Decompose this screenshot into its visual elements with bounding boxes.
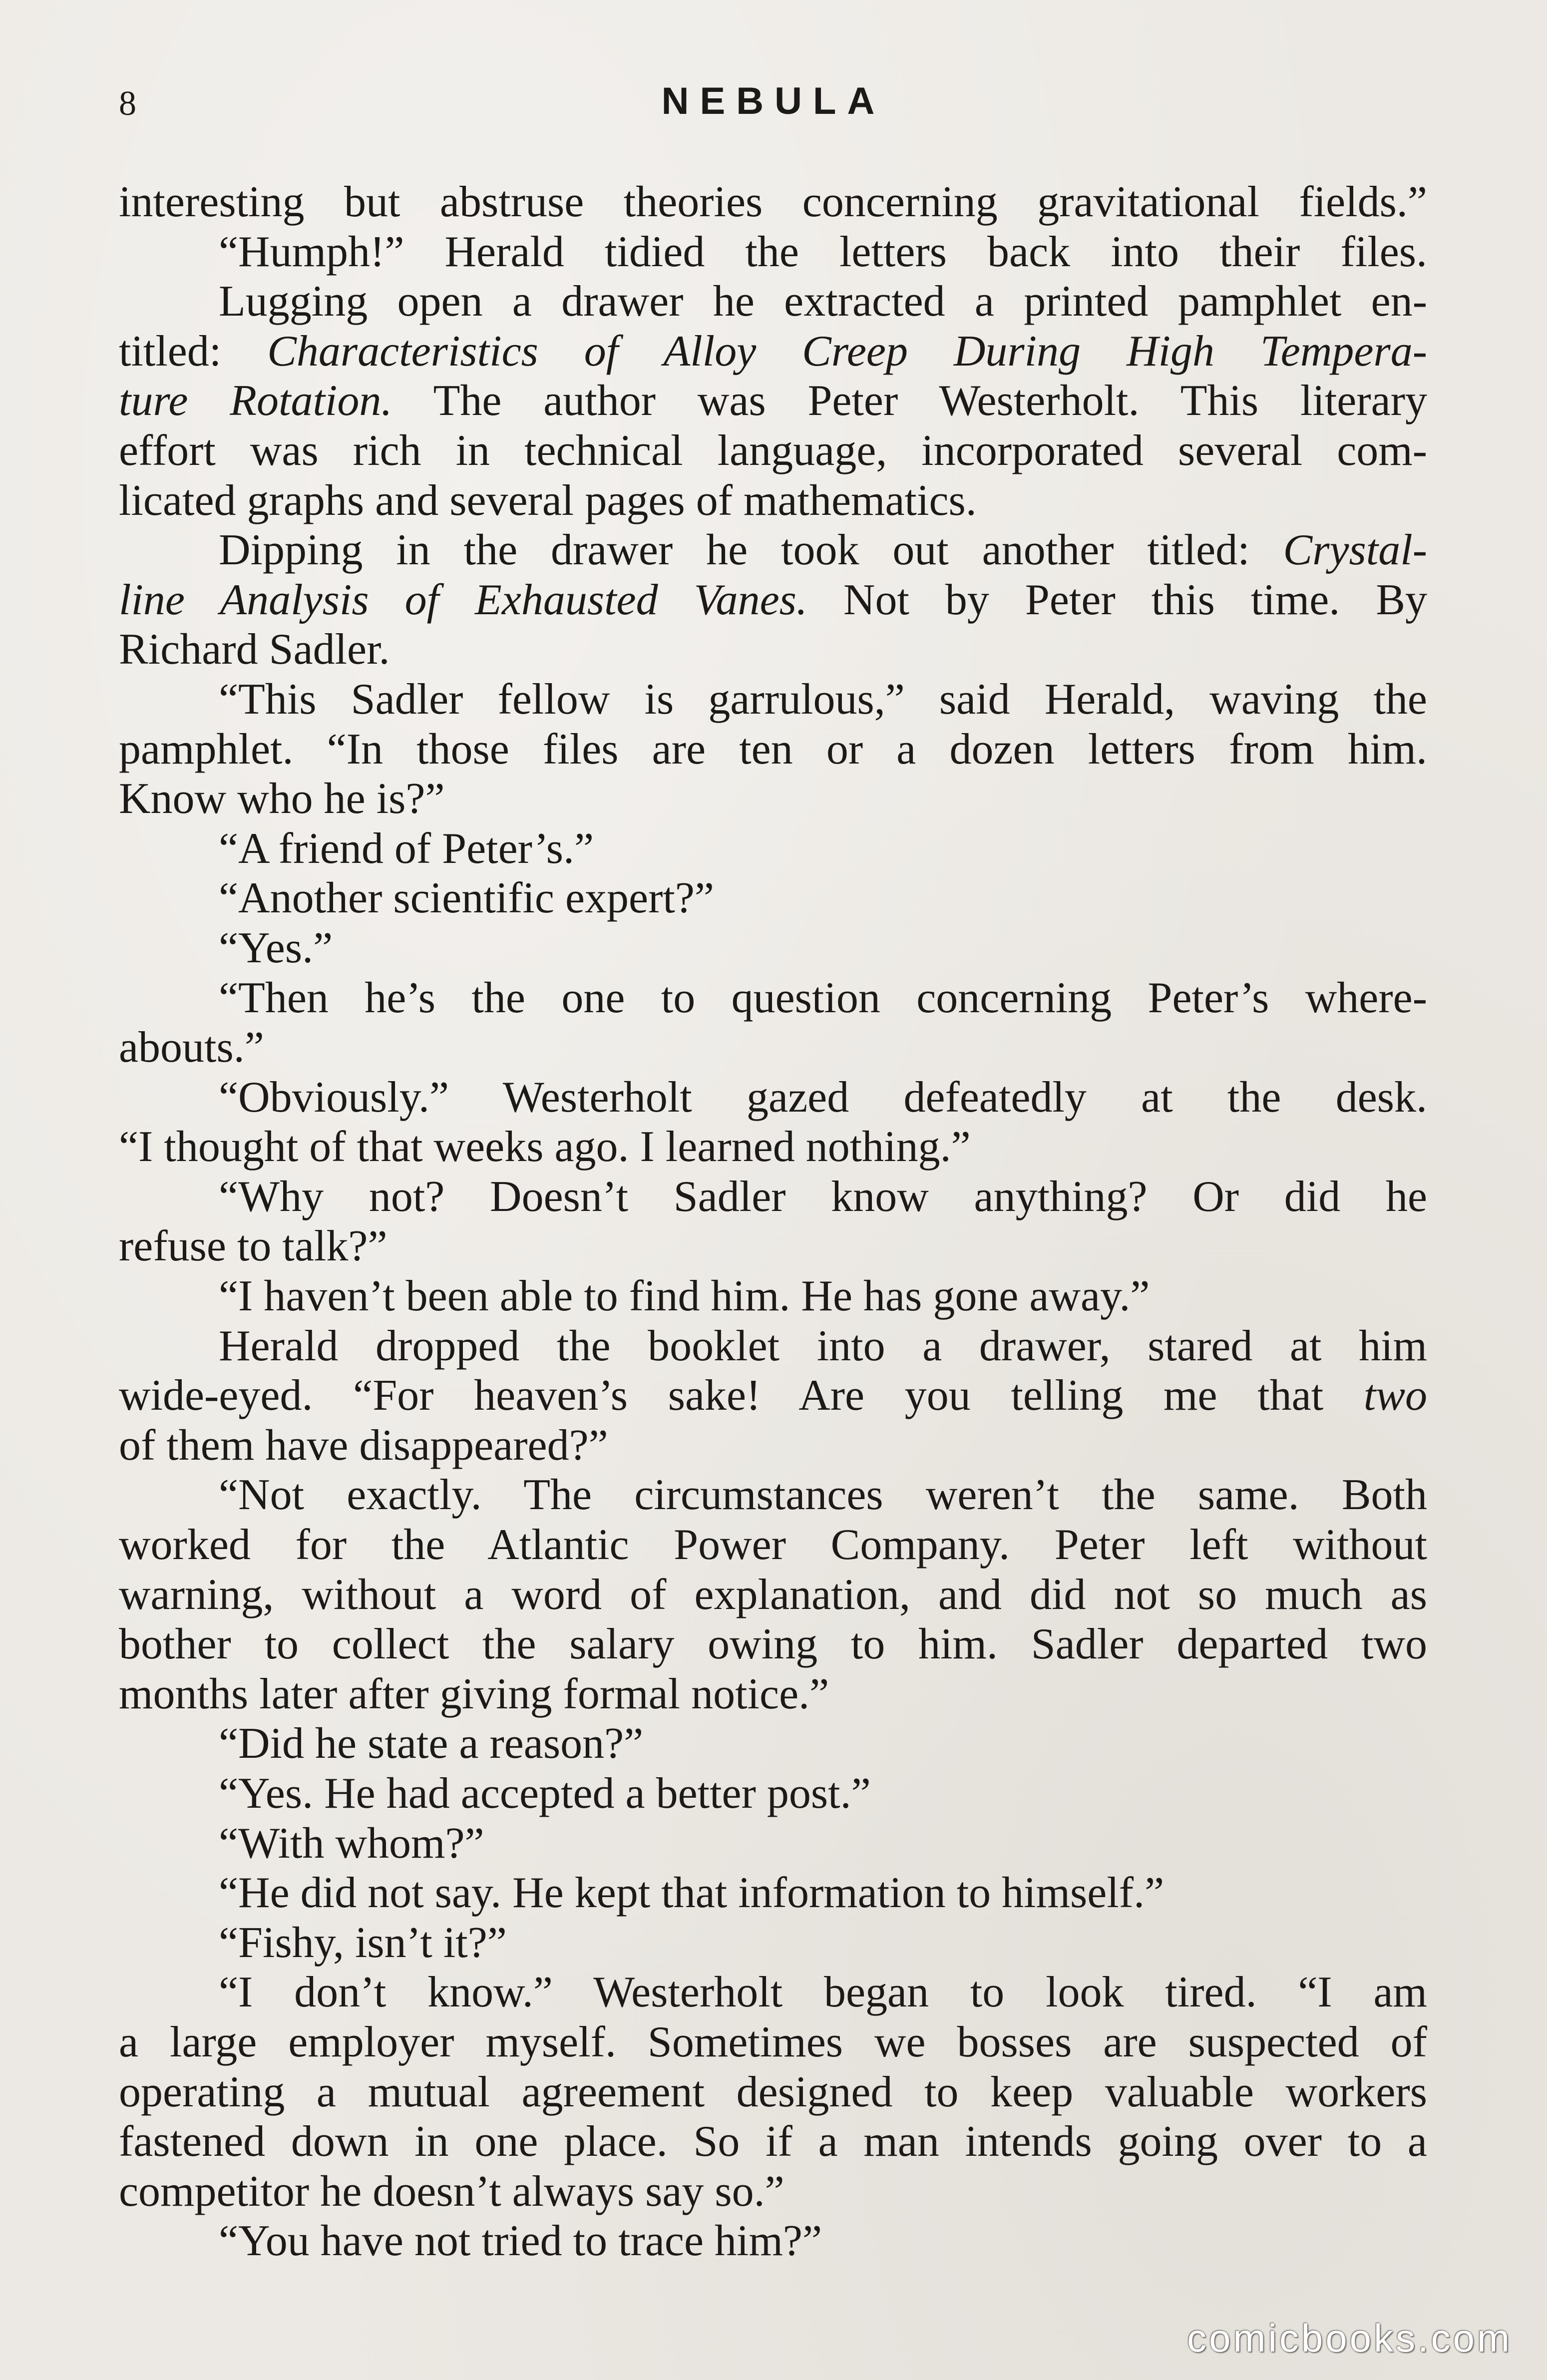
text-line: titled: Characteristics of Alloy Creep During High Tempera- — [119, 327, 1427, 376]
watermark-logo: comicbooks.com — [1187, 2316, 1512, 2360]
text-line: “I thought of that weeks ago. I learned nothing.” — [119, 1123, 971, 1172]
text-line: “He did not say. He kept that information to himself.” — [219, 1869, 1164, 1918]
text-line: bother to collect the salary owing to him. Sadler departed two — [119, 1620, 1427, 1669]
text-line: “Then he’s the one to question concerning Peter’s where- — [219, 973, 1427, 1022]
text-line: months later after giving formal notice.” — [119, 1669, 829, 1718]
page-number: 8 — [119, 84, 136, 123]
text-line: Dipping in the drawer he took out another titled: Crystal- — [219, 526, 1427, 575]
text-line: “Not exactly. The circumstances weren’t the same. Both — [219, 1471, 1427, 1520]
text-line: “Humph!” Herald tidied the letters back into their files. — [219, 227, 1427, 276]
text-line: warning, without a word of explanation, and did not so much as — [119, 1570, 1427, 1619]
text-line: Know who he is?” — [119, 775, 445, 823]
text-line: “This Sadler fellow is garrulous,” said Herald, waving the — [219, 675, 1427, 724]
text-line: “Obviously.” Westerholt gazed defeatedly at the desk. — [219, 1073, 1427, 1122]
text-line: “I haven’t been able to find him. He has gone away.” — [219, 1272, 1150, 1321]
text-line: abouts.” — [119, 1023, 264, 1072]
text-line: interesting but abstruse theories concerning gravitational fields.” — [119, 178, 1427, 226]
text-line: “Why not? Doesn’t Sadler know anything? Or did he — [219, 1172, 1427, 1221]
text-line: Lugging open a drawer he extracted a printed pamphlet en- — [219, 277, 1427, 326]
text-line: effort was rich in technical language, incorporated several com- — [119, 426, 1427, 475]
page-header — [0, 75, 1547, 130]
text-line: line Analysis of Exhausted Vanes. Not by Peter this time. By — [119, 575, 1428, 624]
text-line: “With whom?” — [219, 1819, 484, 1868]
text-line: Herald dropped the booklet into a drawer, stared at him — [219, 1321, 1427, 1370]
running-title: NEBULA — [661, 80, 886, 122]
text-line: wide-eyed. “For heaven’s sake! Are you telling me that two — [119, 1371, 1427, 1420]
text-line: refuse to talk?” — [119, 1222, 387, 1271]
body-text — [119, 177, 1427, 2266]
text-line: licated graphs and several pages of mathematics. — [119, 476, 977, 525]
text-line: “Fishy, isn’t it?” — [219, 1918, 507, 1967]
text-line: “Yes.” — [219, 923, 333, 972]
text-line: “A friend of Peter’s.” — [219, 824, 594, 873]
text-line: ture Rotation. The author was Peter Westerholt. This literary — [119, 377, 1428, 425]
text-line: “You have not tried to trace him?” — [219, 2217, 822, 2266]
text-line: “Another scientific expert?” — [219, 874, 714, 923]
text-line: “Did he state a reason?” — [219, 1719, 644, 1768]
text-line: “I don’t know.” Westerholt began to look tired. “I am — [219, 1968, 1427, 2017]
text-line: a large employer myself. Sometimes we bosses are suspected of — [119, 2017, 1427, 2066]
text-line: fastened down in one place. So if a man intends going over to a — [119, 2117, 1427, 2166]
text-line: competitor he doesn’t always say so.” — [119, 2167, 784, 2216]
text-line: “Yes. He had accepted a better post.” — [219, 1769, 871, 1818]
text-line: operating a mutual agreement designed to keep valuable workers — [119, 2067, 1427, 2116]
text-line: Richard Sadler. — [119, 625, 390, 674]
text-line: of them have disappeared?” — [119, 1421, 608, 1470]
text-line: worked for the Atlantic Power Company. Peter left without — [119, 1521, 1427, 1570]
text-line: pamphlet. “In those files are ten or a dozen letters from him. — [119, 725, 1427, 774]
